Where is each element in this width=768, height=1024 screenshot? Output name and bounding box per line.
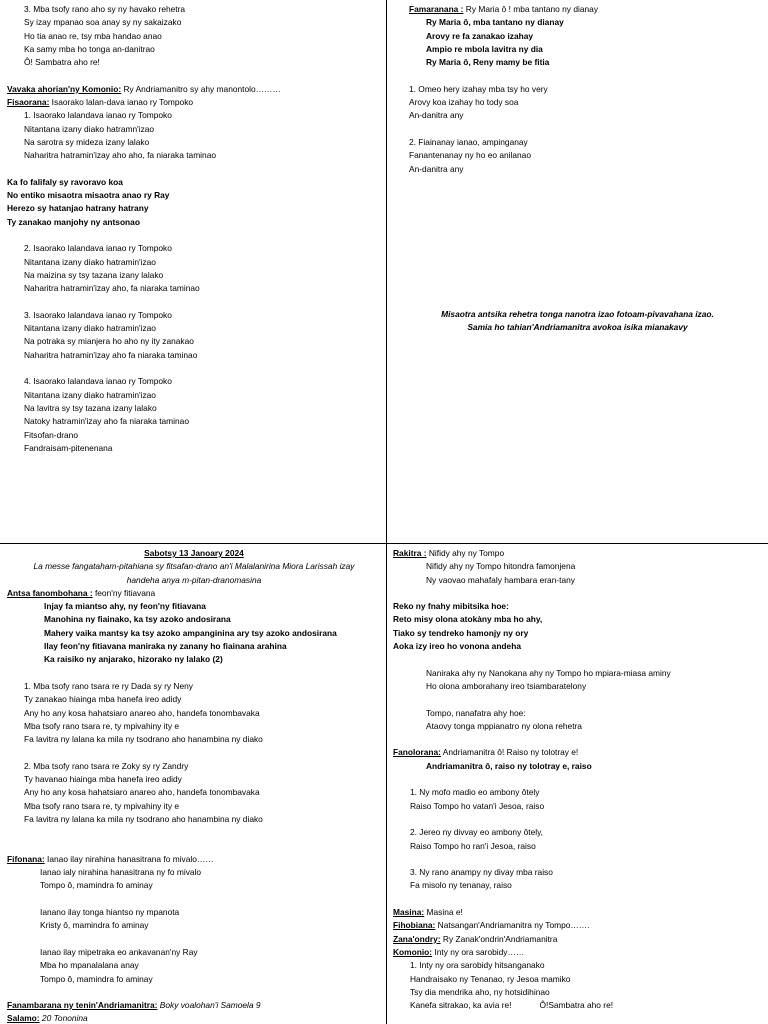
line: Sy izay mpanao soa anay sy ny sakaizako (24, 17, 182, 28)
section-heading: Vavaka ahorian'ny Komonio: (7, 83, 122, 94)
vavaka-section (7, 83, 381, 96)
line: Mba ho mpanalalana anay (40, 960, 139, 971)
line: handeha anya m-pitan-dranomasina (126, 574, 262, 585)
section-title: 20 Tononina (39, 1013, 88, 1024)
line: Naniraka ahy ny Nanokana ahy ny Tompo ho mpiara-miasa aminy (426, 667, 671, 678)
line: Ny vaovao mahafaly hambara eran-tany (426, 574, 575, 585)
line: Ataovy tonga mppianatro ny olona rehetra (426, 720, 582, 731)
line: Fandraisam-pitenenana (24, 442, 113, 453)
line: Naharitra hatramin'izay aho aho, fa niaraka taminao (24, 150, 217, 161)
famaranana-section (409, 3, 762, 16)
masina-section (393, 906, 762, 919)
line: Ilay feon'ny fitiavana maniraka ny zanany ho fiainana arahina (44, 641, 287, 652)
komonio-section (393, 946, 762, 959)
line: 2. Isaorako lalandava ianao ry Tompoko (24, 243, 172, 254)
line: Nifidy ahy ny Tompo hitondra famonjena (426, 561, 576, 572)
section-title: Isaorako lalan-dava ianao ry Tompoko (49, 97, 194, 108)
line: Raiso Tompo ho vatan'i Jesoa, raiso (410, 800, 545, 811)
line: Samia ho tahian'Andriamanitra avokoa isika mianakavy (467, 322, 688, 333)
section-title: Ianao ilay nirahina hanasitrana fo mivalo…… (44, 853, 214, 864)
fanambarana-section (7, 999, 381, 1012)
section-title: Ry Zanak'ondrin'Andriamanitra (440, 933, 558, 944)
line: 3. Mba tsofy rano aho sy ny havako rehetra (24, 4, 186, 14)
section-title: Nifidy ahy ny Tompo (426, 548, 505, 558)
line: Mba tsofy rano tsara re, ty mpivahiny ity e (24, 720, 179, 731)
line: Nitantana izany diako hatramin'izao (24, 323, 156, 334)
line: Tsy dia mendrika aho, ny hotsidihinao (410, 986, 550, 997)
line: Any ho any kosa hahatsiaro anareo aho, handefa tonombavaka (24, 707, 260, 718)
line: An-danitra any (409, 163, 464, 174)
line: 1. Ny mofo madio eo ambony ôtely (410, 787, 540, 798)
line: Ty zanakao manjohy ny antsonao (7, 216, 140, 227)
section-title: Inty ny ora sarobidy…… (432, 946, 525, 957)
line: Nitantana izany diako hatramn'izao (24, 123, 155, 134)
line: Ianano ilay tonga hiantso ny mpanota (40, 907, 180, 918)
line: Ô! Sambatra aho re! (24, 57, 100, 68)
rakitra-section (393, 547, 762, 560)
section-heading: Fifonana: (7, 853, 45, 864)
rakitra-refrain (393, 600, 762, 653)
line: Arovy re fa zanakao izahay (426, 30, 534, 41)
antsa-verse-2 (7, 760, 381, 826)
line: Ry Maria ô, Reny mamy be fitia (426, 57, 550, 68)
line-part: Kanefa sitrakao, ka avia re! (410, 1000, 512, 1011)
fisaorana-refrain (7, 176, 381, 229)
line: Ka raisiko ny anjarako, hizorako ny lalako (2) (44, 654, 223, 665)
section-heading: Salamo: (7, 1013, 40, 1024)
section-title: Natsangan'Andriamanitra ny Tompo……. (435, 920, 590, 931)
section-heading: Antsa fanombohana : (7, 587, 93, 598)
section-title: Boky voalohan'i Samoela 9 (157, 1000, 261, 1011)
line: Ampio re mbola lavitra ny dia (426, 43, 543, 54)
line: Herezo sy hatanjao hatrany hatrany (7, 203, 149, 214)
line: Ry Maria ô, mba tantano ny dianay (426, 17, 564, 28)
section-heading: Masina: (393, 907, 425, 918)
rakitra-verse-2 (393, 707, 762, 734)
line: Tompo, nanafatra ahy hoe: (426, 707, 526, 718)
line: 3. Isaorako lalandava ianao ry Tompoko (24, 309, 172, 320)
line: Ka fo falifaly sy ravoravo koa (7, 176, 123, 187)
section-title: Ry Maria ô ! mba tantano ny dianay (463, 4, 599, 14)
line: Tompo ô, mamindra fo aminay (40, 973, 153, 984)
line: Fa lavitra ny lalana ka mila ny tsodrano aho hanambina ny diako (24, 734, 263, 745)
fisaorana-verse-3 (7, 309, 381, 362)
fisaorana-verse-1 (7, 109, 381, 162)
line: La messe fangataham-pitahiana sy fitsafan-drano an'i Malalanirina Miora Larissah izay (33, 561, 355, 572)
section-title: feon'ny fitiavana (92, 587, 156, 598)
line: Reto misy olona atokàny mba ho ahy, (393, 614, 543, 625)
line: Mba tsofy rano tsara re, ty mpivahiny ity e (24, 800, 179, 811)
line: Ianao ilay mipetraka eo ankavanan'ny Ray (40, 946, 198, 957)
rakitra-verse-1 (393, 667, 762, 694)
line: Fa lavitra ny lalana ka mila ny tsodrano aho hanambina ny diako (24, 813, 263, 824)
antsa-section (7, 587, 381, 600)
section-heading: Rakitra : (393, 548, 427, 558)
famaranana-refrain (409, 16, 762, 69)
line: Mahery vaika mantsy ka tsy azoko ampanginina ary tsy azoko andosirana (44, 627, 337, 638)
line: 2. Jereo ny divvay eo ambony ôtely, (410, 827, 543, 838)
section-heading: Fanambarana ny tenin'Andriamanitra: (7, 1000, 158, 1011)
line: Manohina ny fiainako, ka tsy azoko andosirana (44, 614, 231, 625)
famaranana-verse-1 (409, 83, 762, 123)
salamo-section (7, 1012, 381, 1024)
line: Nitantana izany diako hatramin'izao (24, 389, 156, 400)
fifonana-part-1 (7, 866, 381, 893)
date-title: Sabotsy 13 Janoary 2024 (144, 548, 244, 558)
line: Fitsofan-drano (24, 429, 78, 440)
antsa-refrain (7, 600, 381, 666)
line: 2. Fiainanay ianao, ampinganay (409, 136, 528, 147)
top-right-panel (387, 0, 768, 543)
line: No entiko misaotra misaotra anao ry Ray (7, 190, 170, 201)
zanaondry-section (393, 933, 762, 946)
line: Na lavitra sy tsy tazana izany lalako (24, 402, 157, 413)
line: 1. Mba tsofy rano tsara re ry Dada sy ry Neny (24, 680, 193, 691)
line: Naharitra hatramin'izay aho, fa niaraka taminao (24, 283, 200, 294)
fanolorana-verse-2 (393, 826, 762, 853)
line: Aoka izy ireo ho vonona andeha (393, 641, 521, 652)
communion-verse-3-body (7, 16, 381, 69)
closing-note (393, 308, 762, 335)
line: Any ho any kosa hahatsiaro anareo aho, handefa tonombavaka (24, 787, 260, 798)
section-title: Ry Andriamanitro sy ahy manontolo……… (121, 83, 281, 94)
line: Ho olona amborahany ireo tsiambaratelony (426, 680, 587, 691)
line: Ty havanao hiainga mba hanefa ireo adidy (24, 774, 182, 785)
line: Injay fa miantso ahy, ny feon'ny fitiavana (44, 601, 206, 612)
komonio-verse-1 (393, 959, 762, 1012)
line: Ty zanakao hiainga mba hanefa ireo adidy (24, 694, 182, 705)
fihobiana-section (393, 919, 762, 932)
fisaorana-verse-4 (7, 375, 381, 455)
fanolorana-refrain: Andriamanitra ô, raiso ny tolotray e, raiso (426, 760, 592, 771)
fifonana-section (7, 853, 381, 866)
section-title: Masina e! (424, 907, 463, 918)
line: Fa misolo ny tenanay, raiso (410, 880, 512, 891)
line: Nitantana izany diako hatramin'izao (24, 256, 156, 267)
line: Ka samy mba ho tonga an-danitrao (24, 43, 155, 54)
antsa-verse-1 (7, 680, 381, 746)
fanolorana-verse-3 (393, 866, 762, 893)
fisaorana-section (7, 96, 381, 109)
bottom-right-panel (387, 543, 768, 1024)
line (410, 999, 762, 1012)
rakitra-intro (393, 560, 762, 587)
line: 4. Isaorako lalandava ianao ry Tompoko (24, 376, 172, 387)
line: An-danitra any (409, 110, 464, 121)
fanolorana-verse-1 (393, 786, 762, 813)
famaranana-verse-2 (409, 136, 762, 176)
mass-intro (7, 560, 381, 587)
line: Ianao ialy nirahina hanasitrana ny fo mivalo (40, 867, 202, 878)
communion-verse-3 (7, 3, 381, 16)
line: 1. Omeo hery izahay mba tsy ho very (409, 83, 548, 94)
line: Fanantenanay ny ho eo anilanao (409, 150, 532, 161)
line: Tiako sy tendreko hamonjy ny ory (393, 627, 529, 638)
line: Reko ny fnahy mibitsika hoe: (393, 601, 509, 612)
section-heading: Fanolorana: (393, 747, 441, 758)
line: Kristy ô, mamindra fo aminay (40, 920, 149, 931)
line: Misaotra antsika rehetra tonga nanotra izao fotoam-pivavahana izao. (441, 308, 714, 319)
section-heading: Fisaorana: (7, 97, 50, 108)
line: 2. Mba tsofy rano tsara re Zoky sy ry Zandry (24, 760, 189, 771)
line-part: Ô!Sambatra aho re! (539, 1000, 614, 1011)
line: Tompo ô, mamindra fo aminay (40, 880, 153, 891)
fifonana-part-3 (7, 946, 381, 986)
line: 1. Inty ny ora sarobidy hitsanganako (410, 960, 545, 971)
line: Na maizina sy tsy tazana izany lalako (24, 269, 164, 280)
section-heading: Zana'ondry: (393, 933, 441, 944)
line: Handraisako ny Tenanao, ry Jesoa mamiko (410, 973, 571, 984)
line: Arovy koa izahay ho tody soa (409, 97, 519, 108)
section-heading: Fihobiana: (393, 920, 436, 931)
bottom-left-panel (0, 543, 387, 1024)
fifonana-part-2 (7, 906, 381, 933)
line: Ho tia anao re, tsy mba handao anao (24, 30, 162, 41)
fisaorana-verse-2 (7, 242, 381, 295)
line: Natoky hatramin'izay aho fa niaraka taminao (24, 416, 189, 427)
top-left-panel (0, 0, 387, 543)
section-heading: Famaranana : (409, 4, 464, 14)
line: Raiso Tompo ho ran'i Jesoa, raiso (410, 840, 536, 851)
fanolorana-section (393, 746, 762, 759)
line: 3. Ny rano anampy ny divay mba raiso (410, 867, 553, 878)
line: 1. Isaorako lalandava ianao ry Tompoko (24, 110, 172, 121)
line: Na potraka sy mianjera ho aho ny ity zanakao (24, 336, 194, 347)
section-heading: Komonio: (393, 946, 433, 957)
line: Na sarotra sy mideza izany lalako (24, 136, 150, 147)
line: Naharitra hatramin'izay aho fa niaraka taminao (24, 349, 198, 360)
section-title: Andriamanitra ô! Raiso ny tolotray e! (440, 747, 579, 758)
